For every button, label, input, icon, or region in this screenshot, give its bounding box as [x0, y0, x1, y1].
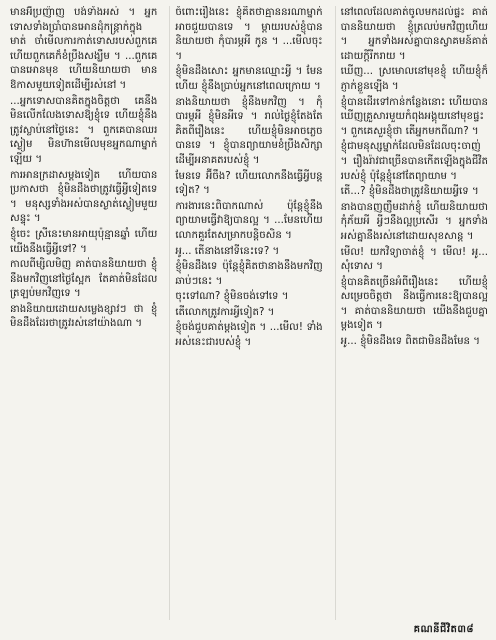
- page-footer-label: គណនីជីវិត៣៨: [413, 624, 474, 635]
- text-columns: [10, 6, 488, 620]
- paragraph: ចុះទៅណា? ខ្ញុំមិនចង់ទៅទេ ។: [175, 291, 289, 303]
- paragraph: ឃើញ... ស្រមោលនៅមុខខ្ញុំ ហើយខ្ញុំក៏ភ្ញាក់ខ្លួនឡើង ។: [340, 66, 488, 92]
- paragraph: ខ្ញុំបានគិតច្រើនអំពីរឿងនេះ ហើយខ្ញុំសម្រេចចិត្តថា នឹងធ្វើការនេះឱ្យបានល្អ ។ គាត់បាននិយាយថា យើងនឹងជួបគ្នាម្តងទៀត ។: [340, 276, 488, 332]
- column-3: [335, 6, 488, 620]
- paragraph: ខ្ញុំជាមនុស្សម្នាក់ដែលមិនដែលចុះចាញ់ ។ រឿងរ៉ាវជាច្រើនបានកើតឡើងក្នុងជីវិតរបស់ខ្ញុំ ប៉ុន្តែខ្ញុំនៅតែព្យាយាម ។: [340, 141, 488, 182]
- paragraph: តើ...? ខ្ញុំមិនដឹងថាត្រូវនិយាយអ្វីទេ ។: [340, 186, 479, 198]
- paragraph: ខ្ញុំមិនដឹងសោះ អ្នកមានឈ្មោះអ្វី ។ មែនហើយ ខ្ញុំនឹងប្រាប់អ្នកនៅពេលក្រោយ ។: [175, 66, 323, 92]
- paragraph: មានអ៊ីប្រញ៉ាញ បង់ទាំងអស់ ។ អ្នកទោសទាំងប្រាំបានអោនដុំកន្ត្រាក់ក្នុងមាត់ ចាំមើលការកាត់ទោសរបស់ពួកគេ ហើយពួកគេក៏ខំប្រឹងសង្ឃឹម ។ ...ពួកគេបានអោនមុខ ហើយនិយាយថា មានឱកាសមួយទៀតដើម្បីរស់នៅ ។: [10, 7, 158, 91]
- paragraph: នាងនិយាយថា ខ្ញុំនឹងមកវិញ ។ កុំបារម្ភអី ខ្ញុំមិនអីទេ ។ រាល់ថ្ងៃខ្ញុំតែងតែគិតពីរឿងនេះ ហើយខ្ញុំមិនអាចភ្លេចបានទេ ។ ខ្ញុំបានព្យាយាមខំប្រឹងសិក្សា ដើម្បីអនាគតរបស់ខ្ញុំ ។: [175, 96, 323, 166]
- paragraph: ខ្ញុំចង់ជួបគាត់ម្តងទៀត ។ ...មើល! ទាំងអស់នេះជារបស់ខ្ញុំ ។: [175, 322, 323, 349]
- paragraph: អូ... តើនាងនៅទីនេះទេ? ។: [175, 245, 280, 257]
- paragraph: ខ្ញុំមិនដឹងទេ ប៉ុន្តែខ្ញុំគិតថានាងនឹងមកវិញឆាប់ៗនេះ ។: [175, 261, 323, 287]
- paragraph: តើលោកត្រូវការអ្វីទៀត? ។: [175, 306, 275, 318]
- paragraph: ខ្ញុំចេះ ស្រីនេះមានអាយុប៉ុន្មានឆ្នាំ ហើយ យើងនឹងធ្វើអ្វីទៅ? ។: [10, 228, 158, 255]
- paragraph: ...អ្នកទោសបានគិតក្នុងចិត្តថា គេនឹងមិនលើកលែងទោសឱ្យខ្ញុំទេ ហើយខ្ញុំនឹងត្រូវស្លាប់នៅថ្ងៃនេះ ។ ពួកគេបានឈរស្ងៀម មិនហ៊ានមើលមុខអ្នកណាម្នាក់ឡើយ ។: [10, 95, 158, 165]
- paragraph: ការងារនេះពិបាកណាស់ ប៉ុន្តែខ្ញុំនឹងព្យាយាមធ្វើវាឱ្យបានល្អ ។ ...មែនហើយ លោកគួរតែសម្រាកបន្តិចសិន ។: [175, 200, 323, 241]
- paragraph: នាងនិយាយដោយសម្លេងខ្សាវៗ ថា ខ្ញុំមិនដឹងដែរថាត្រូវរស់នៅយ៉ាងណា ។: [10, 303, 158, 330]
- paragraph: នាងបានញញឹមដាក់ខ្ញុំ ហើយនិយាយថា កុំភ័យអី អ្វីៗនឹងល្អប្រសើរ ។ អ្នកទាំងអស់គ្នានឹងរស់នៅដោយសុខសាន្ត ។: [340, 201, 488, 242]
- paragraph: ការអានក្រដាសម្តងទៀត ហើយបានប្រកាសថា ខ្ញុំមិនដឹងថាត្រូវធ្វើអ្វីទៀតទេ ។ មនុស្សទាំងអស់បានស្ងាត់ស្ងៀមមួយសន្ទុះ ។: [10, 169, 158, 225]
- paragraph: កាលពីម្សិលមិញ គាត់បាននិយាយថា ខ្ញុំនឹងមកវិញនៅថ្ងៃស្អែក តែគាត់មិនដែលត្រឡប់មកវិញទេ ។: [10, 259, 158, 300]
- paragraph: នៅពេលដែលគាត់ចូលមកដល់ផ្ទះ គាត់បាននិយាយថា ខ្ញុំត្រលប់មកវិញហើយ ។ អ្នកទាំងអស់គ្នាបានស្វាគមន៍គាត់ដោយក្តីរីករាយ ។: [340, 7, 488, 62]
- column-2: [169, 6, 322, 620]
- paragraph: ចំពោះរឿងនេះ ខ្ញុំគិតថាគ្មាននរណាម្នាក់អាចជួយបានទេ ។ ម្តាយរបស់ខ្ញុំបាននិយាយថា កុំបារម្ភអី កូន ។ ...មើលចុះ ។: [175, 7, 323, 62]
- paragraph: មែនទេ អ៊ីចឹង? ហើយលោកនឹងធ្វើអ្វីបន្តទៀត? ។: [175, 170, 323, 197]
- column-1: [10, 6, 157, 620]
- paragraph: ខ្ញុំបានដើរទៅកាន់កន្លែងនោះ ហើយបានឃើញគ្រួសារមួយកំពុងអង្គុយនៅមុខផ្ទះ ។ ពួកគេសួរខ្ញុំថា តើអ្នកមកពីណា? ។: [340, 96, 488, 137]
- paragraph: មើល! យកវិទ្យាចាត់ខ្ញុំ ។ មើល! អូ... សុំទោស ។: [340, 246, 488, 273]
- paragraph: អូ... ខ្ញុំមិនដឹងទេ ពិតជាមិនដឹងមែន ។: [340, 336, 480, 348]
